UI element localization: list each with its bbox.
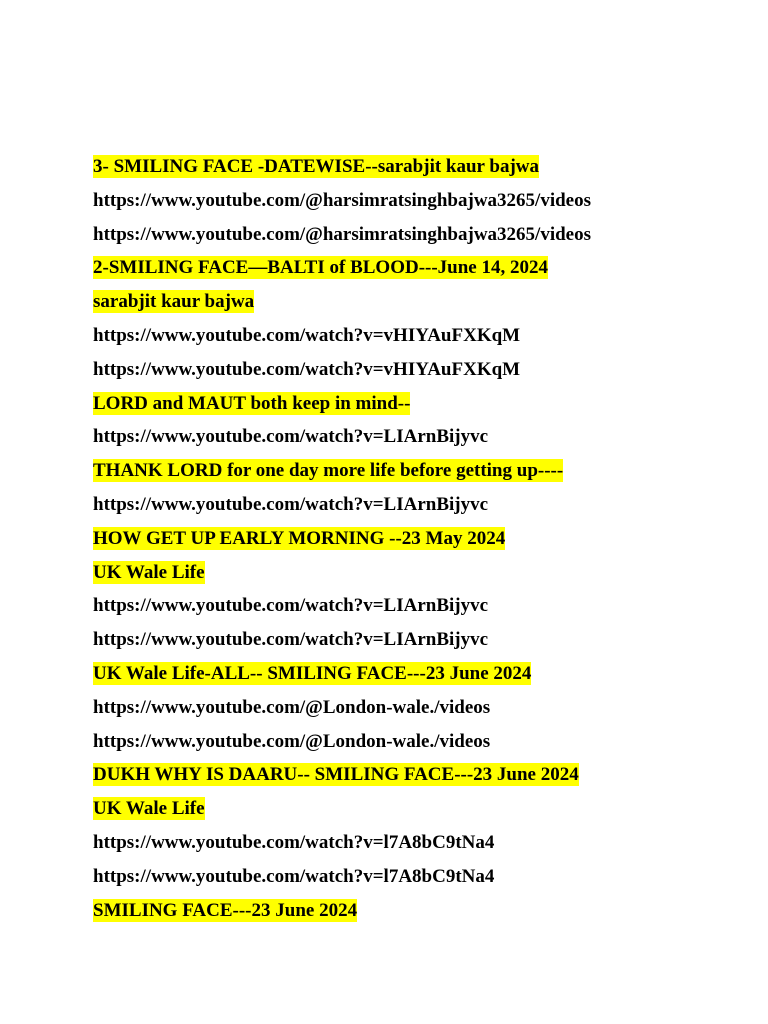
line-link[interactable] (93, 864, 733, 898)
line-section-title (93, 289, 733, 323)
line-section-title (93, 762, 733, 796)
highlighted-text: 3- SMILING FACE -DATEWISE--sarabjit kaur bajwa (93, 156, 540, 177)
highlighted-text: 2-SMILING FACE—BALTI of BLOOD---June 14, 2024 (93, 257, 548, 279)
link-text[interactable]: https://www.youtube.com/watch?v=l7A8bC9tNa4 (93, 831, 495, 853)
link-text[interactable]: https://www.youtube.com/watch?v=LIArnBijyvc (93, 595, 489, 617)
line-link[interactable] (93, 492, 733, 526)
line-link[interactable] (93, 323, 733, 357)
highlighted-text: HOW GET UP EARLY MORNING --23 May 2024 (93, 527, 506, 549)
line-link[interactable] (93, 357, 733, 391)
line-section-title (93, 560, 733, 594)
link-text[interactable]: https://www.youtube.com/watch?v=vHIYAuFXKqM (93, 324, 521, 346)
highlighted-text: DUKH WHY IS DAARU-- SMILING FACE---23 June 2024 (93, 764, 579, 786)
highlighted-text: LORD and MAUT both keep in mind-- (93, 392, 411, 414)
highlighted-text: UK Wale Life-ALL-- SMILING FACE---23 June 2024 (93, 662, 532, 684)
link-text[interactable]: https://www.youtube.com/watch?v=LIArnBijyvc (93, 629, 489, 651)
highlighted-text: UK Wale Life (93, 561, 205, 583)
highlighted-text: THANK LORD for one day more life before getting up---- (93, 460, 564, 482)
link-text[interactable]: https://www.youtube.com/watch?v=l7A8bC9tNa4 (93, 865, 495, 887)
highlighted-text: sarabjit kaur bajwa (93, 291, 255, 313)
line-section-title (93, 526, 733, 560)
line-link[interactable] (93, 627, 733, 661)
line-link[interactable] (93, 188, 733, 222)
line-section-title (93, 796, 733, 830)
line-link[interactable] (93, 424, 733, 458)
link-text[interactable]: https://www.youtube.com/@London-wale./videos (93, 730, 491, 752)
highlighted-text: UK Wale Life (93, 798, 205, 820)
link-text[interactable]: https://www.youtube.com/watch?v=vHIYAuFXKqM (93, 358, 521, 380)
line-section-title (93, 661, 733, 695)
line-link[interactable] (93, 695, 733, 729)
line-link[interactable] (93, 593, 733, 627)
link-text[interactable]: https://www.youtube.com/@harsimratsinghbajwa3265/videos (93, 189, 591, 211)
line-link[interactable] (93, 729, 733, 763)
line-section-title (93, 154, 733, 188)
line-section-title (93, 255, 733, 289)
line-section-title (93, 458, 733, 492)
line-link[interactable] (93, 222, 733, 256)
link-text[interactable]: https://www.youtube.com/watch?v=LIArnBijyvc (93, 426, 489, 448)
line-link[interactable] (93, 830, 733, 864)
link-text[interactable]: https://www.youtube.com/@harsimratsinghbajwa3265/videos (93, 223, 591, 245)
line-section-title (93, 391, 733, 425)
link-text[interactable]: https://www.youtube.com/@London-wale./videos (93, 696, 491, 718)
link-text[interactable]: https://www.youtube.com/watch?v=LIArnBijyvc (93, 493, 489, 515)
highlighted-text: SMILING FACE---23 June 2024 (93, 899, 358, 921)
document-lines (93, 154, 733, 931)
line-section-title (93, 898, 733, 932)
